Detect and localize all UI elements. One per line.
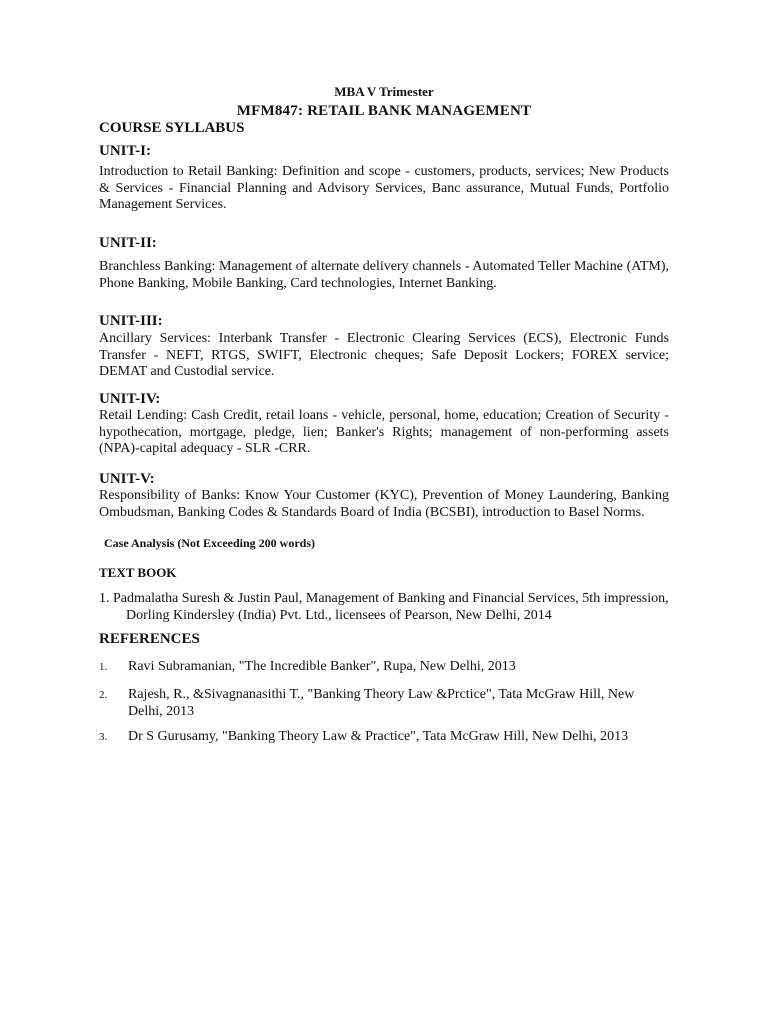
syllabus-heading: COURSE SYLLABUS <box>99 120 245 136</box>
unit-5-text: Responsibility of Banks: Know Your Customer (KYC), Prevention of Money Laundering, Banking Ombudsman, Banking Codes & Standards Board of India (BCSBI), introduction to Basel Norms. <box>99 488 669 520</box>
unit-5-title: UNIT-V: <box>99 471 155 487</box>
reference-number: 1. <box>99 661 108 673</box>
references-heading: REFERENCES <box>99 631 200 647</box>
unit-3-text: Ancillary Services: Interbank Transfer - Electronic Clearing Services (ECS), Electronic Funds Transfer - NEFT, RTGS, SWIFT, Electronic cheques; Safe Deposit Lockers; FOREX service; DEMAT and Custodial service. <box>99 331 669 379</box>
reference-text: Dr S Gurusamy, "Banking Theory Law & Practice", Tata McGraw Hill, New Delhi, 2013 <box>128 729 629 744</box>
reference-number: 3. <box>99 731 108 743</box>
trimester-label: MBA V Trimester <box>334 84 434 99</box>
unit-2-text: Branchless Banking: Management of alternate delivery channels - Automated Teller Machine (ATM), Phone Banking, Mobile Banking, Card technologies, Internet Banking. <box>99 259 669 291</box>
unit-2-title: UNIT-II: <box>99 235 157 251</box>
course-title: MFM847: RETAIL BANK MANAGEMENT <box>236 103 532 119</box>
reference-item <box>99 658 669 675</box>
unit-1-title: UNIT-I: <box>99 143 151 159</box>
text-book-heading: TEXT BOOK <box>99 565 177 580</box>
case-analysis-note: Case Analysis (Not Exceeding 200 words) <box>104 536 316 550</box>
reference-item <box>99 728 669 745</box>
unit-4-title: UNIT-IV: <box>99 391 161 407</box>
reference-text: Rajesh, R., &Sivagnanasithi T., "Banking Theory Law &Prctice", Tata McGraw Hill, New Delhi, 2013 <box>128 687 635 719</box>
reference-text: Ravi Subramanian, "The Incredible Banker", Rupa, New Delhi, 2013 <box>128 659 516 674</box>
text-book-entry: 1. Padmalatha Suresh & Justin Paul, Management of Banking and Financial Services, 5th impression, Dorling Kindersley (India) Pvt. Ltd., licensees of Pearson, New Delhi, 2014 <box>99 591 669 623</box>
unit-3-title: UNIT-III: <box>99 313 163 329</box>
reference-number: 2. <box>99 689 108 701</box>
unit-4-text: Retail Lending: Cash Credit, retail loans - vehicle, personal, home, education; Creation of Security - hypothecation, mortgage, pledge, lien; Banker's Rights; management of non-performing assets (NPA)-capital adequacy - SLR -CRR. <box>99 408 669 456</box>
unit-1-text: Introduction to Retail Banking: Definition and scope - customers, products, services; New Products & Services - Financial Planning and Advisory Services, Banc assurance, Mutual Funds, Portfolio Management Services. <box>99 164 669 212</box>
reference-item <box>99 686 669 720</box>
